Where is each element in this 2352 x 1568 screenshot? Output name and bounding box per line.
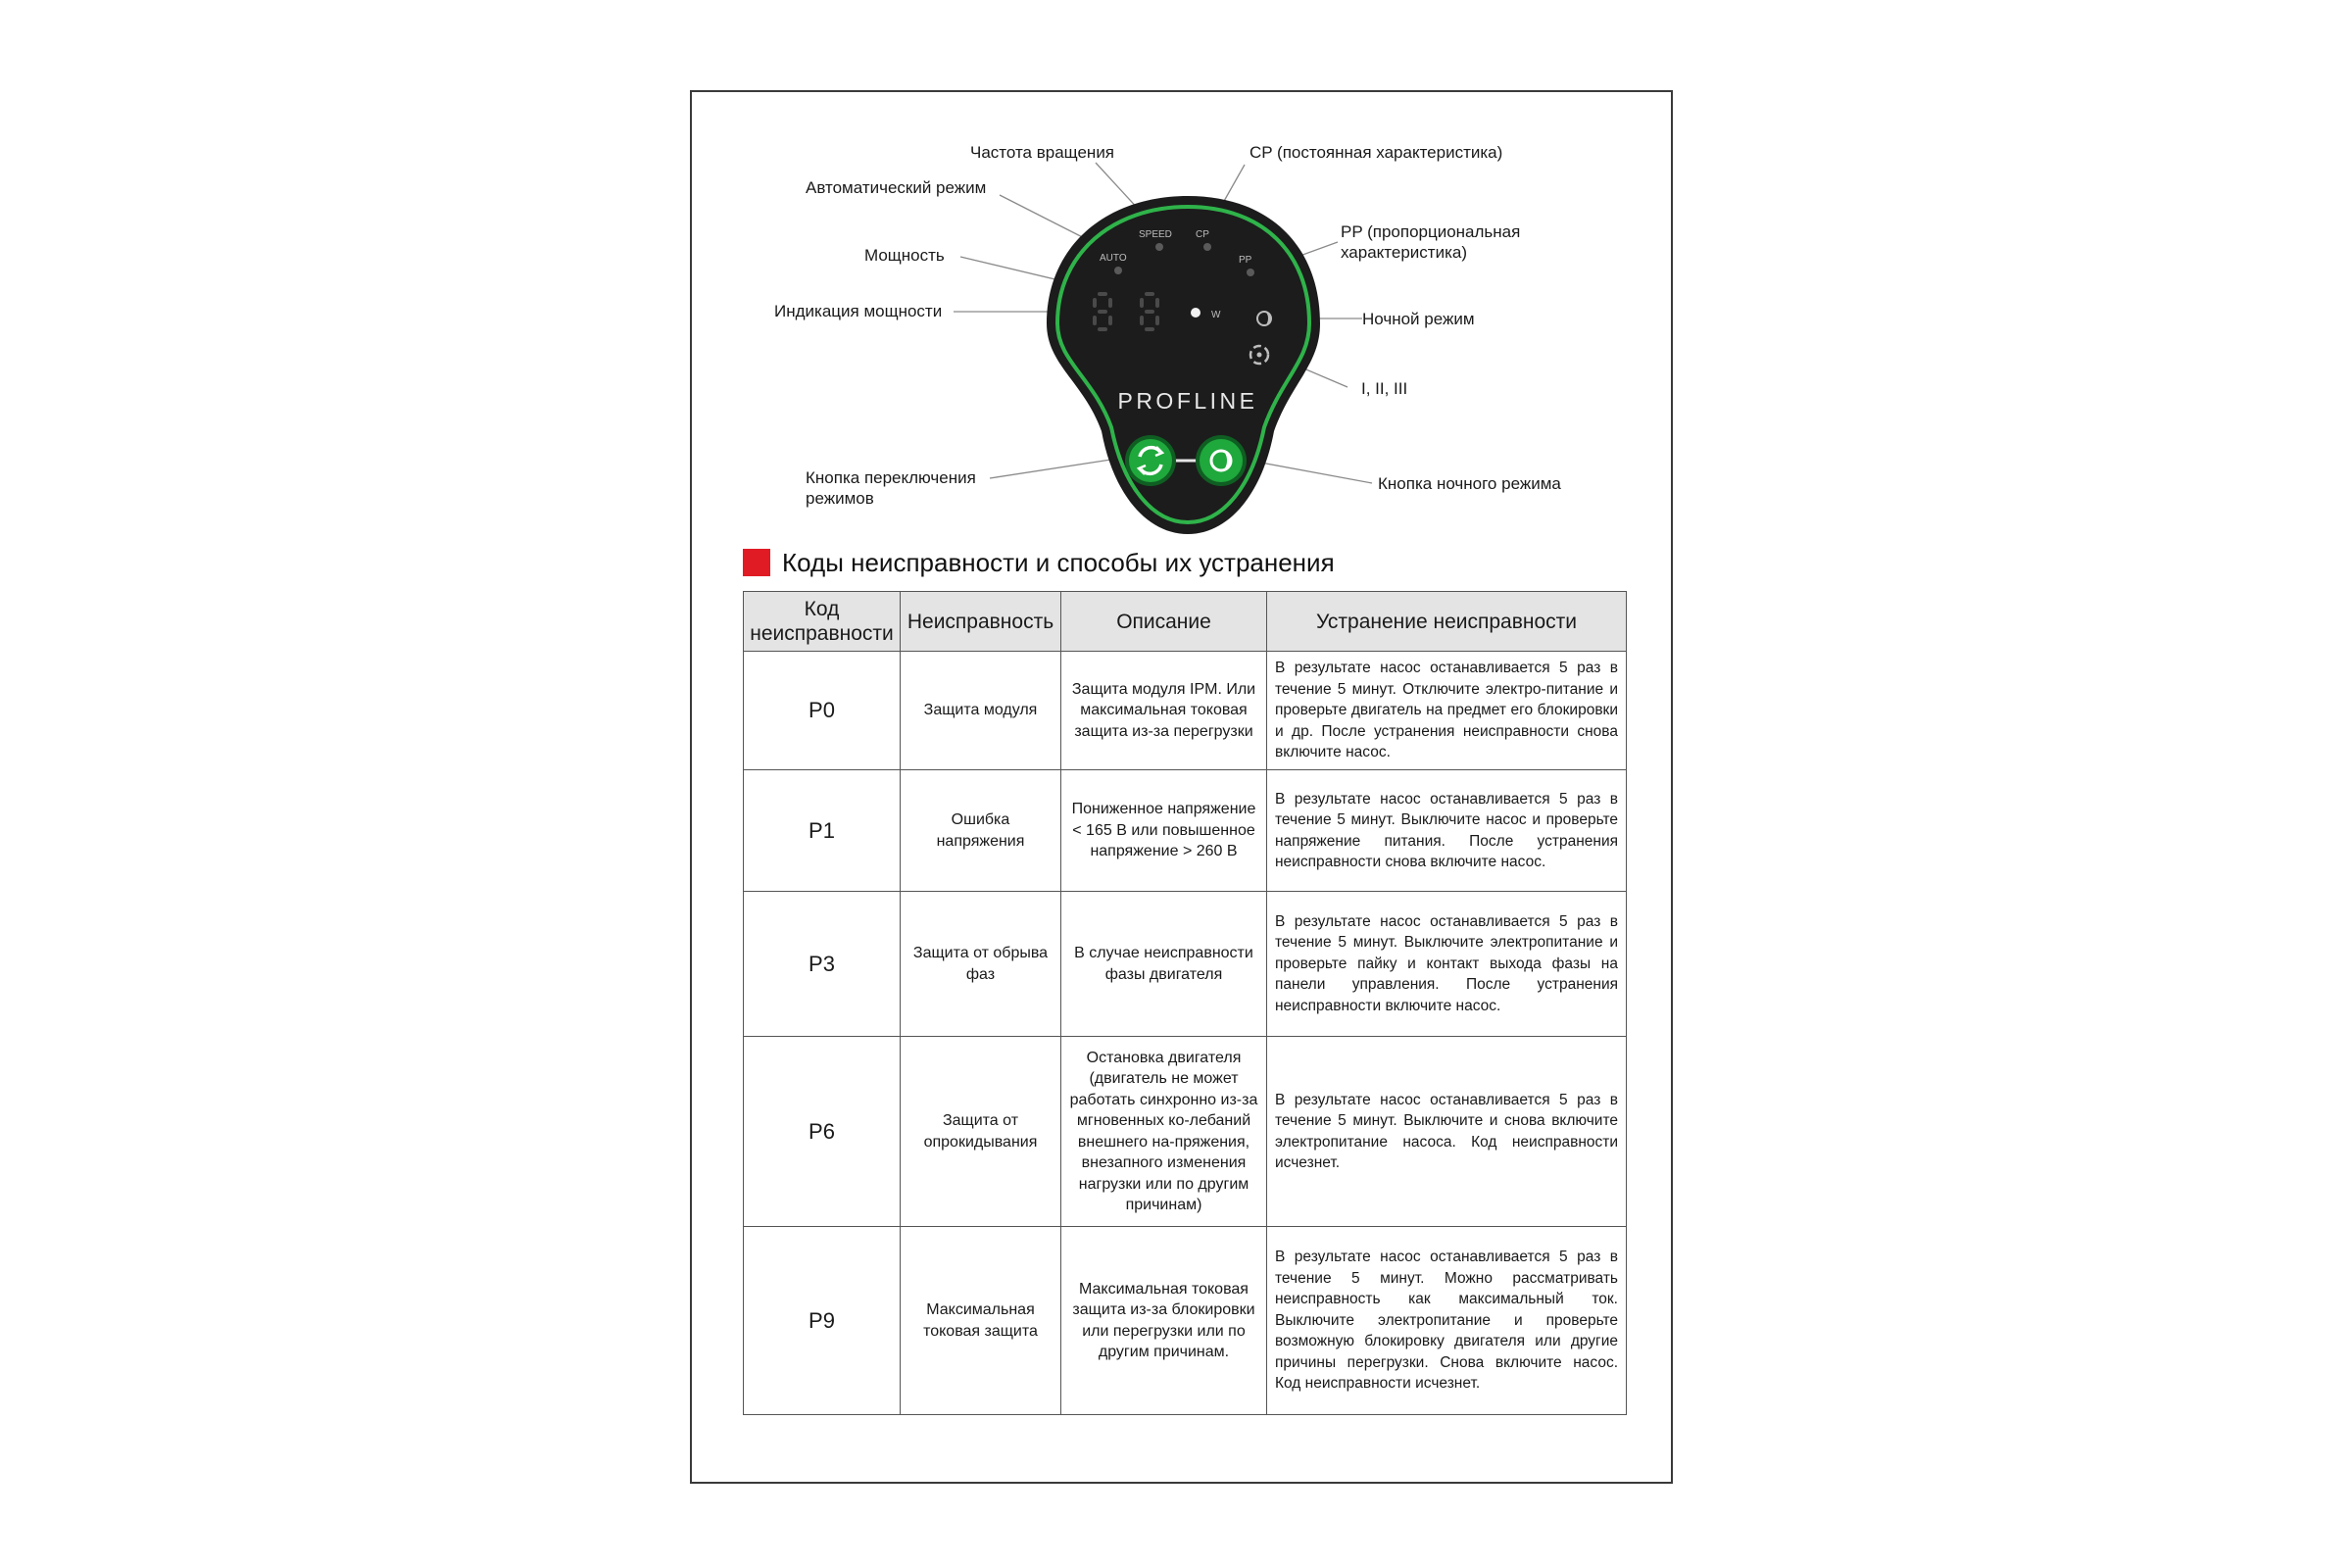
power-led-icon xyxy=(1191,308,1200,318)
callout-mode-button xyxy=(806,467,976,509)
table-row xyxy=(744,1227,1627,1415)
pp-led xyxy=(1247,269,1254,276)
fault-code: P6 xyxy=(744,1037,901,1227)
fault-fix: В результате насос останавливается 5 раз в течение 5 минут. Отключите электро-питание и проверьте двигатель на предмет его блокировки и др. После устранения неисправности снова включите насос. xyxy=(1267,652,1627,770)
fault-description: Максимальная токовая защита из-за блокировки или перегрузки или по другим причинам. xyxy=(1061,1227,1267,1415)
callout-power: Мощность xyxy=(864,246,945,265)
header-description: Описание xyxy=(1061,592,1267,652)
fault-name: Защита от обрыва фаз xyxy=(901,892,1061,1037)
fault-code: P1 xyxy=(744,770,901,892)
header-code xyxy=(744,592,901,652)
fault-code: P9 xyxy=(744,1227,901,1415)
section-heading xyxy=(743,547,1335,578)
table-header-row xyxy=(744,592,1627,652)
fault-code: P0 xyxy=(744,652,901,770)
night-mode-button[interactable] xyxy=(1196,435,1247,486)
table-row xyxy=(744,770,1627,892)
cp-led xyxy=(1203,243,1211,251)
auto-led xyxy=(1114,267,1122,274)
header-fix: Устранение неисправности xyxy=(1267,592,1627,652)
w-label: W xyxy=(1211,310,1221,320)
speed-led xyxy=(1155,243,1163,251)
table-row xyxy=(744,892,1627,1037)
callout-night-button: Кнопка ночного режима xyxy=(1378,474,1561,493)
fault-fix: В результате насос останавливается 5 раз в течение 5 минут. Выключите электропитание и проверьте пайку и контакт выхода фазы на панели управления. После устранения неисправности включите насос. xyxy=(1267,892,1627,1037)
callout-mode-button-line2: режимов xyxy=(806,489,874,508)
fault-name: Защита модуля xyxy=(901,652,1061,770)
callout-power-indication: Индикация мощности xyxy=(774,302,943,320)
cp-label: CP xyxy=(1196,229,1209,240)
fault-name: Максимальная токовая защита xyxy=(901,1227,1061,1415)
callout-speeds: I, II, III xyxy=(1361,379,1408,398)
fault-fix: В результате насос останавливается 5 раз в течение 5 минут. Можно рассматривать неисправность как максимальный ток. Выключите электропитание и проверьте возможную блокировку двигателя или другие причины перегрузки. Снова включите насос. Код неисправности исчезнет. xyxy=(1267,1227,1627,1415)
callout-auto: Автоматический режим xyxy=(806,178,987,197)
table-row xyxy=(744,652,1627,770)
control-panel-diagram xyxy=(0,0,2352,549)
callout-mode-button-line1: Кнопка переключения xyxy=(806,468,976,487)
speed-label: SPEED xyxy=(1139,229,1172,240)
callout-pp xyxy=(1341,221,1520,263)
fault-description: Остановка двигателя (двигатель не может работать синхронно из-за мгновенных ко-лебаний внешнего на-пряжения, внезапного изменения нагрузки или по другим причинам) xyxy=(1061,1037,1267,1227)
pp-label: PP xyxy=(1239,255,1252,266)
header-code-line2: неисправности xyxy=(750,622,894,645)
callout-speed: Частота вращения xyxy=(970,143,1115,162)
auto-label: AUTO xyxy=(1100,253,1127,264)
section-marker xyxy=(743,549,770,576)
callout-night-mode: Ночной режим xyxy=(1362,310,1475,328)
callout-cp: CP (постоянная характеристика) xyxy=(1250,143,1503,162)
section-title: Коды неисправности и способы их устранения xyxy=(782,547,1335,577)
header-code-line1: Код xyxy=(804,598,840,620)
fault-codes-table xyxy=(743,591,1627,1415)
fault-name: Защита от опрокидывания xyxy=(901,1037,1061,1227)
mode-switch-button[interactable] xyxy=(1125,435,1176,486)
fault-name: Ошибка напряжения xyxy=(901,770,1061,892)
fault-description: Пониженное напряжение < 165 В или повышенное напряжение > 260 В xyxy=(1061,770,1267,892)
callout-pp-line1: PP (пропорциональная xyxy=(1341,222,1521,241)
brand-logo: PROFLINE xyxy=(1117,388,1258,414)
header-fault: Неисправность xyxy=(901,592,1061,652)
callout-pp-line2: характеристика) xyxy=(1341,243,1468,262)
fault-fix: В результате насос останавливается 5 раз в течение 5 минут. Выключите и снова включите электропитание насоса. Код неисправности исчезнет. xyxy=(1267,1037,1627,1227)
fault-description: В случае неисправности фазы двигателя xyxy=(1061,892,1267,1037)
fault-code: P3 xyxy=(744,892,901,1037)
fault-description: Защита модуля IPM. Или максимальная токовая защита из-за перегрузки xyxy=(1061,652,1267,770)
table-row xyxy=(744,1037,1627,1227)
fault-fix: В результате насос останавливается 5 раз в течение 5 минут. Выключите насос и проверьте напряжение питания. После устранения неисправности снова включите насос. xyxy=(1267,770,1627,892)
